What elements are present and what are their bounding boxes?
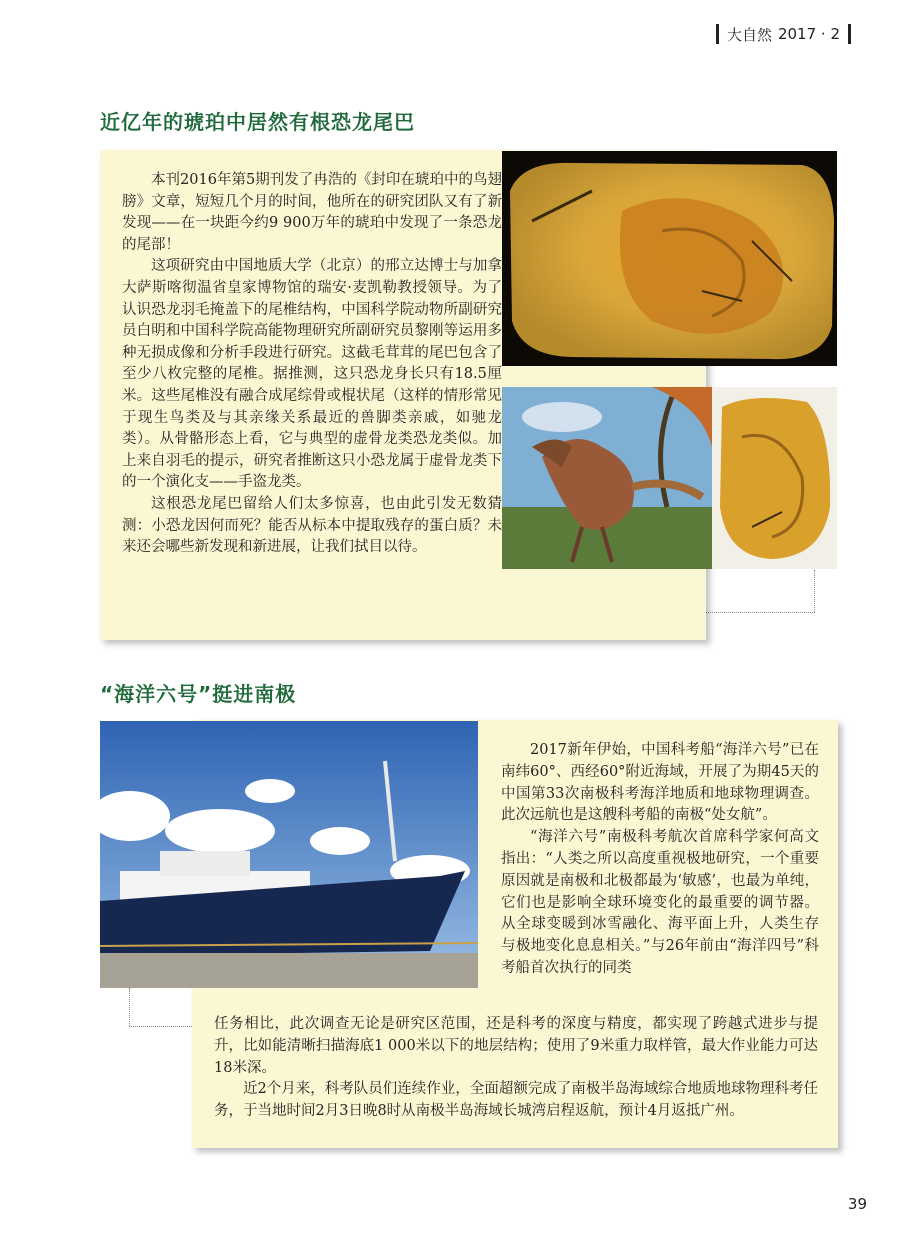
paragraph: 近2个月来，科考队员们连续作业，全面超额完成了南极半岛海域综合地质地球物理科考任务，于当地时间2月3日晚8时从南极半岛海域长城湾启程返航，预计4月返抵广州。 <box>214 1081 818 1120</box>
dinosaur-illustration <box>502 387 712 569</box>
page-number: 39 <box>847 1195 867 1213</box>
dotted-connector <box>129 988 130 1026</box>
amber-photo <box>502 151 837 366</box>
paragraph: 2017新年伊始，中国科考船“海洋六号”已在南纬60°、西经60°附近海域，开展了为期45天的中国第33次南极科考海洋地质和地球物理调查。此次远航也是这艘科考船的南极“处女航”。 <box>501 742 819 824</box>
ship-photo <box>100 721 478 988</box>
running-header <box>708 22 859 46</box>
magazine-name: 大自然 <box>726 25 772 44</box>
paragraph: 这项研究由中国地质大学（北京）的邢立达博士与加拿大萨斯喀彻温省皇家博物馆的瑞安·麦凯勒教授领导。为了认识恐龙羽毛掩盖下的尾椎结构，中国科学院动物所副研究员白明和中国科学院高能物理研究所副研究员黎刚等运用多种无损成像和分析手段进行研究。这截毛茸茸的尾巴包含了至少八枚完整的尾椎。据推测，这只恐龙身长只有18.5厘米。这些尾椎没有融合成尾综骨或棍状尾（这样的情形常见于现生鸟类及与其亲缘关系最近的兽脚类亲戚，如驰龙类）。从骨骼形态上看，它与典型的虚骨龙类恐龙类似。加上来自羽毛的提示，研究者推断这只小恐龙属于虚骨龙类下的一个演化支——手盗龙类。 <box>122 258 502 491</box>
section2-title: “海洋六号”挺进南极 <box>100 682 297 706</box>
section1-title: 近亿年的琥珀中居然有根恐龙尾巴 <box>100 110 415 134</box>
paragraph: 本刊2016年第5期刊发了冉浩的《封印在琥珀中的鸟翅膀》文章，短短几个月的时间，他所在的研究团队又有了新发现——在一块距今约9 900万年的琥珀中发现了一条恐龙的尾部！ <box>122 172 502 253</box>
issue-number: 2017 · 2 <box>777 25 840 43</box>
header-bar-left <box>716 24 719 44</box>
dotted-connector <box>129 1026 192 1027</box>
header-bar-right <box>848 24 851 44</box>
amber-closeup-photo <box>712 387 837 569</box>
article-body-upper <box>501 740 819 980</box>
paragraph: 这根恐龙尾巴留给人们太多惊喜，也由此引发无数猜测：小恐龙因何而死？能否从标本中提取残存的蛋白质？未来还会哪些新发现和新进展，让我们拭目以待。 <box>122 495 502 556</box>
paragraph: “海洋六号”南极科考航次首席科学家何高文指出：“人类之所以高度重视极地研究，一个重要原因就是南极和北极都最为‘敏感’，也最为单纯，它们也是影响全球环境变化的最重要的调节器。从全球变暖到冰雪融化、海平面上升，人类生存与极地变化息息相关。”与26年前由“海洋四号”科考船首次执行的同类 <box>501 829 819 976</box>
article-body-lower <box>214 1014 818 1123</box>
dotted-connector <box>705 612 815 613</box>
dotted-connector <box>814 570 815 612</box>
paragraph: 任务相比，此次调查无论是研究区范围，还是科考的深度与精度，都实现了跨越式进步与提升，比如能清晰扫描海底1 000米以下的地层结构；使用了9米重力取样管，最大作业能力可达18米深。 <box>214 1016 818 1076</box>
article-body <box>122 170 502 559</box>
